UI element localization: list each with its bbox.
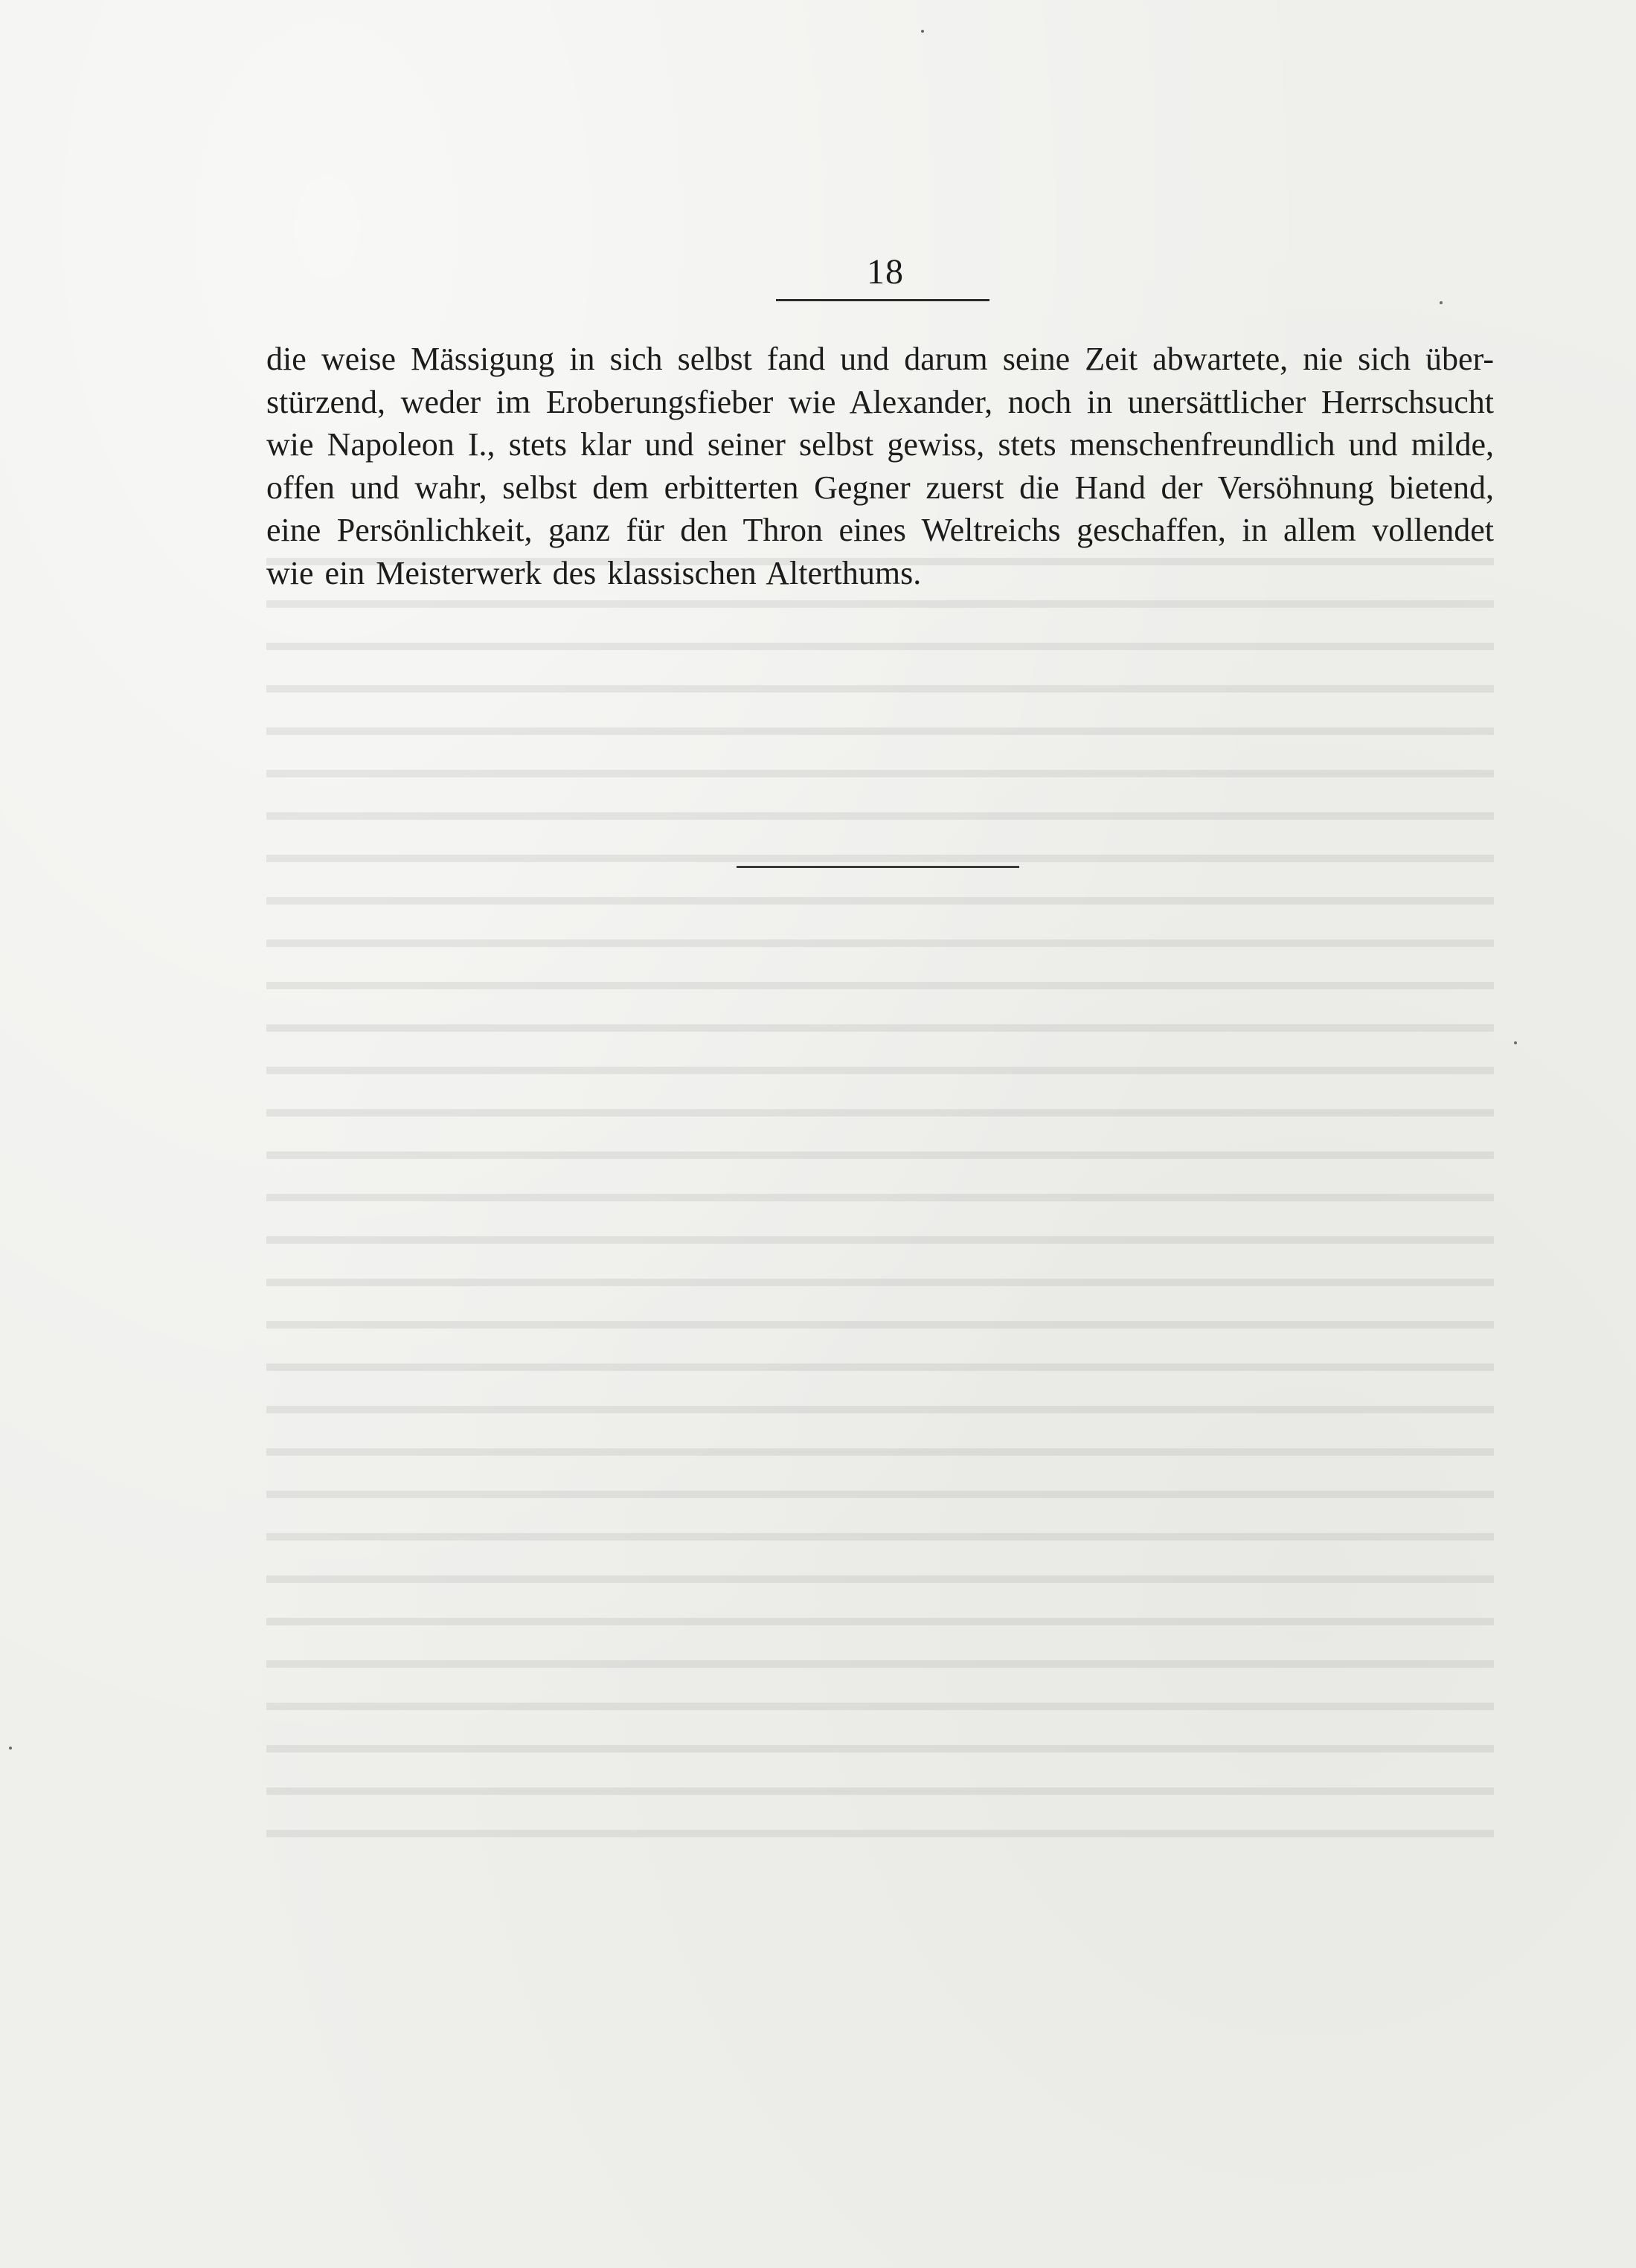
text-line: eine Persönlichkeit, ganz für den Thron eines Weltreichs geschaffen, in allem vollendet: [266, 512, 1494, 548]
paper-speck: [1514, 1041, 1517, 1044]
section-divider: [737, 866, 1019, 868]
paper-speck: [921, 30, 924, 33]
text-line: wie Napoleon I., stets klar und seiner selbst gewiss, stets menschenfreundlich und milde,: [266, 426, 1494, 463]
text-line: offen und wahr, selbst dem erbitterten Gegner zuerst die Hand der Versöhnung bietend,: [266, 469, 1494, 506]
page-number: 18: [867, 252, 904, 292]
text-line: die weise Mässigung in sich selbst fand und darum seine Zeit abwartete, nie sich über-: [266, 341, 1494, 377]
text-line: stürzend, weder im Eroberungsfieber wie Alexander, noch in unersättlicher Herrschsucht: [266, 383, 1494, 420]
text-line: wie ein Meisterwerk des klassischen Alterthums.: [266, 554, 922, 591]
paper-speck: [9, 1747, 12, 1750]
header-rule: [776, 299, 989, 301]
paper-speck: [1440, 301, 1443, 304]
body-paragraph: [266, 338, 1494, 594]
bleed-through-texture: [266, 536, 1494, 1837]
